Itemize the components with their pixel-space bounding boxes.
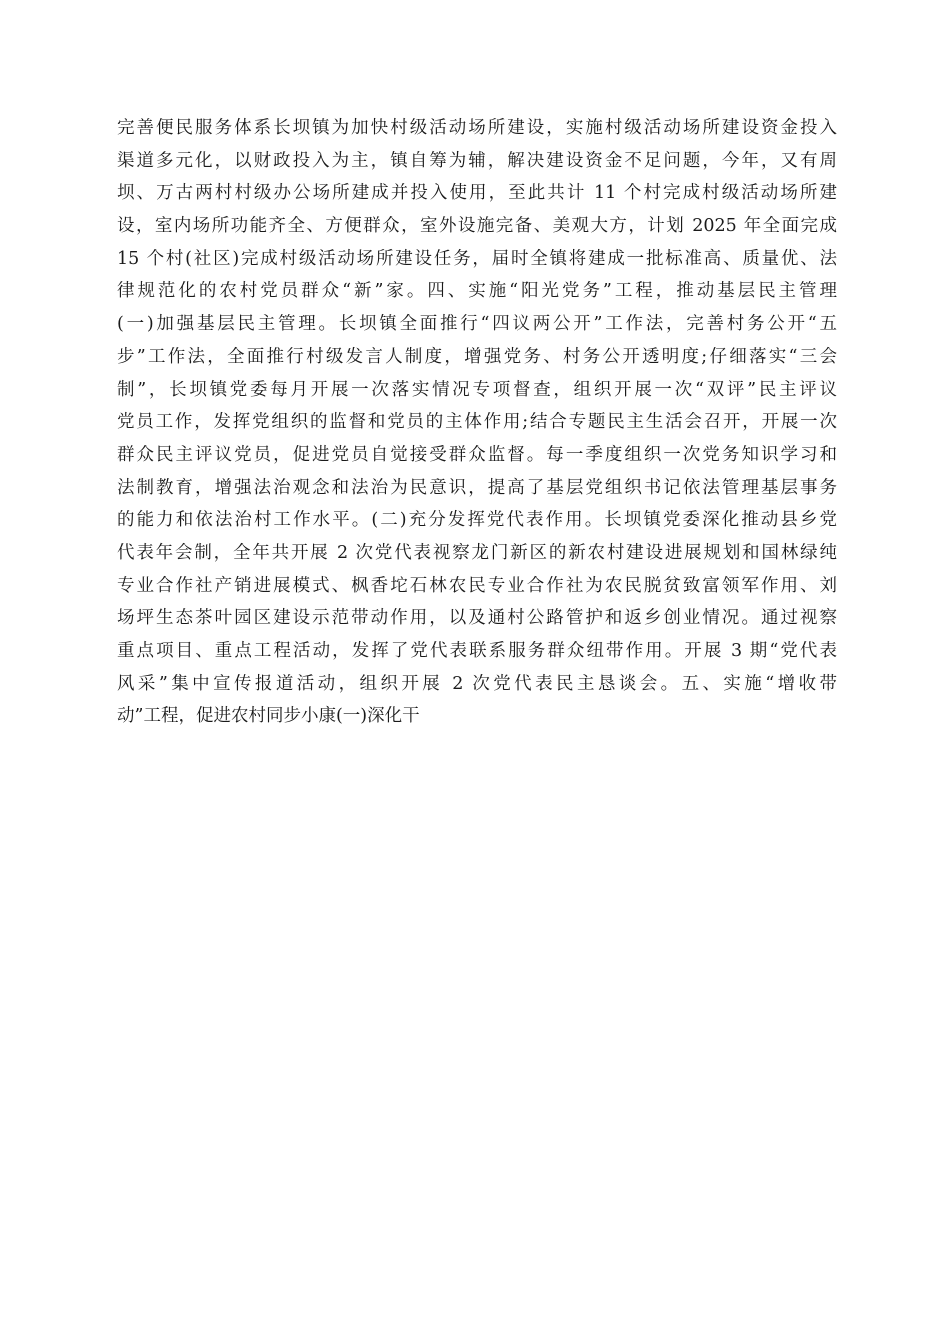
- text-line: 动”工程，促进农村同步小康(一)深化干: [117, 706, 420, 727]
- text-line: 的能力和依法治村工作水平。(二)充分发挥党代表作用。长坝镇党委深化推动县乡党: [117, 510, 837, 531]
- text-line: 15 个村(社区)完成村级活动场所建设任务，届时全镇将建成一批标准高、质量优、法: [117, 248, 837, 269]
- text-line: 律规范化的农村党员群众“新”家。四、实施“阳光党务”工程，推动基层民主管理: [117, 281, 837, 302]
- text-line: 专业合作社产销进展模式、枫香坨石林农民专业合作社为农民脱贫致富领军作用、刘: [117, 575, 837, 596]
- text-line: 制”，长坝镇党委每月开展一次落实情况专项督查，组织开展一次“双评”民主评议: [117, 379, 837, 400]
- text-line: 重点项目、重点工程活动，发挥了党代表联系服务群众纽带作用。开展 3 期“党代表: [117, 641, 837, 661]
- text-line: (一)加强基层民主管理。长坝镇全面推行“四议两公开”工作法，完善村务公开“五: [117, 314, 837, 335]
- text-line: 法制教育，增强法治观念和法治为民意识，提高了基层党组织书记依法管理基层事务: [117, 477, 837, 498]
- text-line: 风采”集中宣传报道活动，组织开展 2 次党代表民主恳谈会。五、实施“增收带: [117, 673, 837, 694]
- text-line: 群众民主评议党员，促进党员自觉接受群众监督。每一季度组织一次党务知识学习和: [117, 444, 837, 465]
- text-line: 场坪生态茶叶园区建设示范带动作用，以及通村公路管护和返乡创业情况。通过视察: [117, 608, 837, 629]
- text-line: 完善便民服务体系长坝镇为加快村级活动场所建设，实施村级活动场所建设资金投入: [117, 118, 837, 138]
- text-line: 步”工作法，全面推行村级发言人制度，增强党务、村务公开透明度;仔细落实“三会: [117, 346, 837, 367]
- text-line: 渠道多元化，以财政投入为主，镇自筹为辅，解决建设资金不足问题，今年，又有周: [117, 150, 837, 171]
- text-line: 党员工作，发挥党组织的监督和党员的主体作用;结合专题民主生活会召开，开展一次: [117, 412, 837, 433]
- text-line: 设，室内场所功能齐全、方便群众，室外设施完备、美观大方，计划 2025 年全面完成: [117, 216, 837, 237]
- text-line: 坝、万古两村村级办公场所建成并投入使用，至此共计 11 个村完成村级活动场所建: [117, 183, 837, 204]
- body-text: [117, 112, 837, 733]
- text-line: 代表年会制，全年共开展 2 次党代表视察龙门新区的新农村建设进展规划和国林绿纯: [117, 542, 837, 563]
